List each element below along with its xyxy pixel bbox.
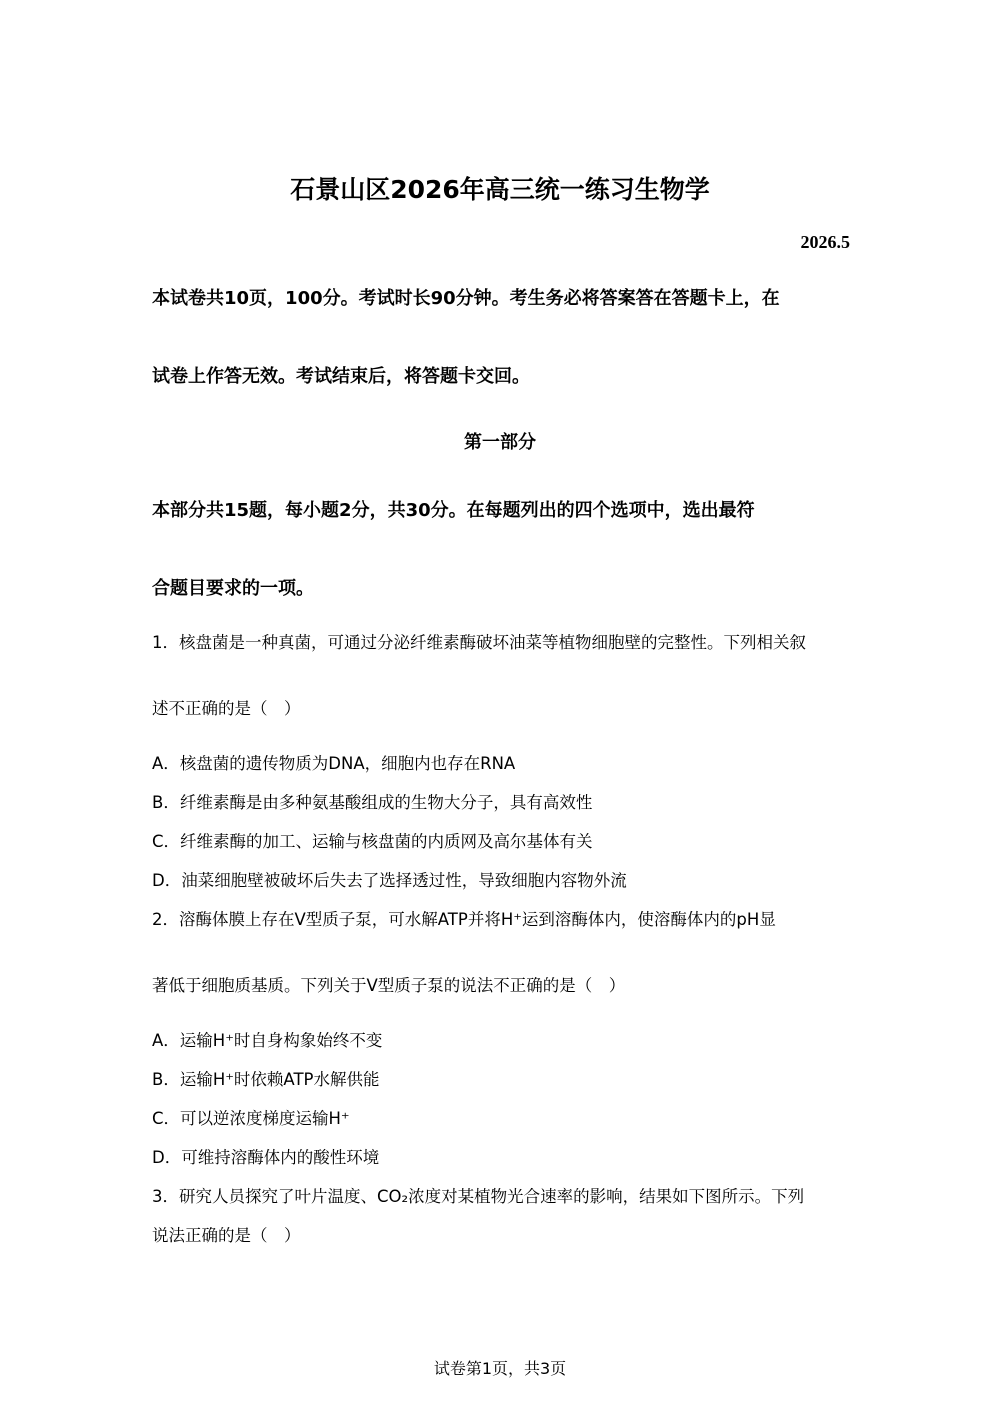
exam-title: 石景山区2026年高三统一练习生物学 [290, 175, 710, 204]
instructions-line-1: 本试卷共10页，100分。考试时长90分钟。考生务必将答案答在答题卡上，在 [152, 288, 780, 309]
question-1-option-a: A．核盘菌的遗传物质为DNA，细胞内也存在RNA [152, 754, 516, 773]
question-1-stem-line-1: 1．核盘菌是一种真菌，可通过分泌纤维素酶破坏油菜等植物细胞壁的完整性。下列相关叙 [152, 633, 806, 652]
question-2-option-a: A．运输H⁺时自身构象始终不变 [152, 1031, 383, 1050]
part-description-line-1: 本部分共15题，每小题2分，共30分。在每题列出的四个选项中，选出最符 [152, 500, 755, 521]
question-2-option-c: C．可以逆浓度梯度运输H⁺ [152, 1109, 350, 1128]
question-1-option-b: B．纤维素酶是由多种氨基酸组成的生物大分子，具有高效性 [152, 793, 593, 812]
question-2-option-b: B．运输H⁺时依赖ATP水解供能 [152, 1070, 380, 1089]
instructions-line-2: 试卷上作答无效。考试结束后，将答题卡交回。 [152, 366, 530, 387]
part-description-line-2: 合题目要求的一项。 [152, 578, 314, 599]
question-3-stem-line-2: 说法正确的是（ ） [152, 1226, 301, 1245]
question-1-option-c: C．纤维素酶的加工、运输与核盘菌的内质网及高尔基体有关 [152, 832, 593, 851]
question-2-option-d: D．可维持溶酶体内的酸性环境 [152, 1148, 380, 1167]
question-1-option-d: D．油菜细胞壁被破坏后失去了选择透过性，导致细胞内容物外流 [152, 871, 627, 890]
exam-date: 2026.5 [800, 232, 850, 252]
question-2-stem-line-2: 著低于细胞质基质。下列关于V型质子泵的说法不正确的是（ ） [152, 976, 626, 995]
question-1-stem-line-2: 述不正确的是（ ） [152, 699, 301, 718]
page-footer: 试卷第1页，共3页 [433, 1359, 567, 1378]
question-3-stem-line-1: 3．研究人员探究了叶片温度、CO₂浓度对某植物光合速率的影响，结果如下图所示。下列 [152, 1187, 805, 1206]
question-2-stem-line-1: 2．溶酶体膜上存在V型质子泵，可水解ATP并将H⁺运到溶酶体内，使溶酶体内的pH显 [152, 910, 776, 929]
part-heading: 第一部分 [464, 432, 536, 453]
